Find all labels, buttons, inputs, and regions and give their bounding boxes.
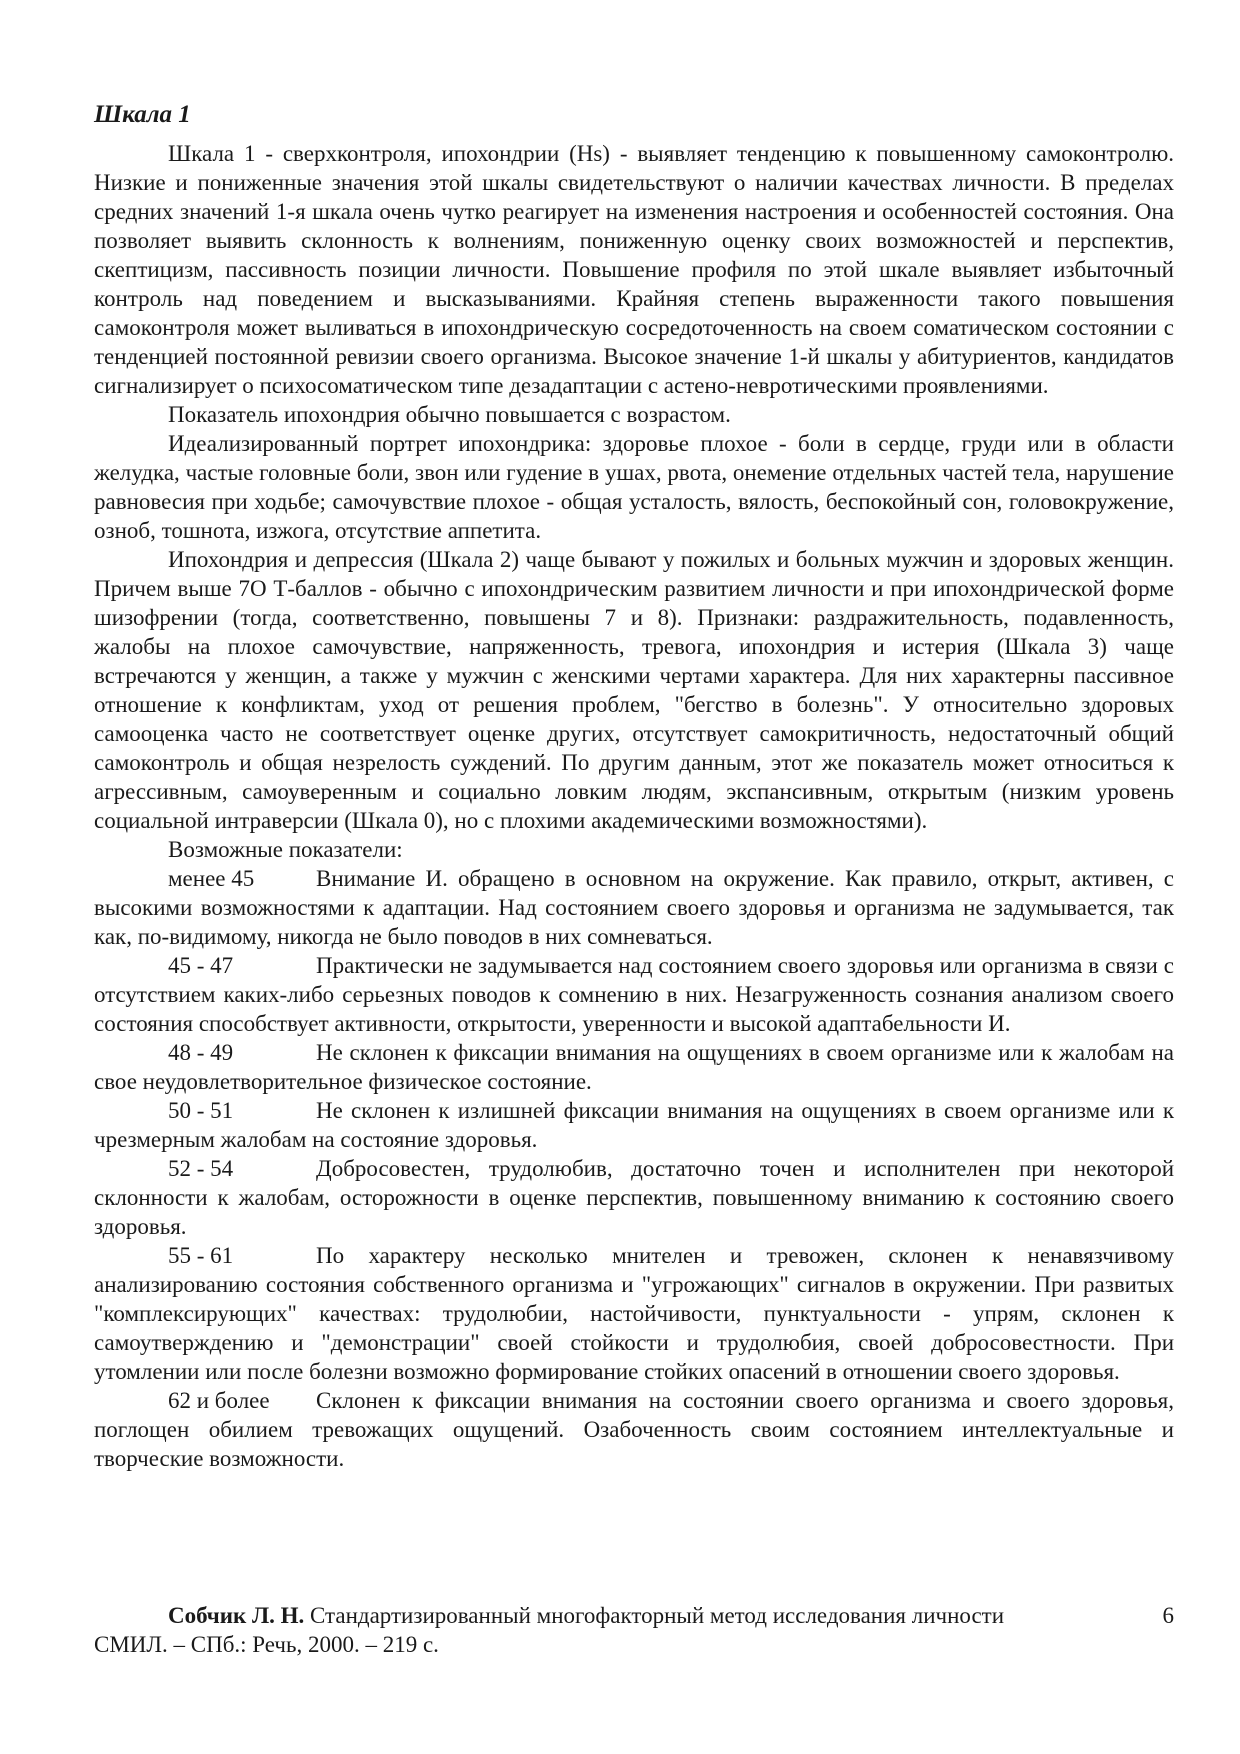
range-label: 55 - 61: [168, 1243, 234, 1268]
reference-line-2: СМИЛ. – СПб.: Речь, 2000. – 219 с.: [94, 1632, 439, 1657]
range-text: Склонен к фиксации внимания на состоянии своего организма и своего здоровья, поглощен обилием тревожащих ощущений. Озабоченность своим состоянием интеллектуальные и творческие возможности.: [94, 1388, 1174, 1471]
range-item: [94, 951, 1174, 1038]
range-text: Не склонен к фиксации внимания на ощущениях в своем организме или к жалобам на свое неудовлетворительное физическое состояние.: [94, 1040, 1174, 1094]
range-label: 50 - 51: [168, 1098, 234, 1123]
page-number: 6: [1162, 1603, 1174, 1628]
range-item: [94, 1386, 1174, 1473]
range-label: менее 45: [168, 866, 255, 891]
paragraph-age-note: Показатель ипохондрия обычно повышается с возрастом.: [168, 402, 731, 427]
paragraph-hypochondriac-portrait: Идеализированный портрет ипохондрика: здоровье плохое - боли в сердце, груди или в области желудка, частые головные боли, звон или гудение в ушах, рвота, онемение отдельных частей тела, нарушение равновесия при ходьбе; самочувствие плохое - общая усталость, вялость, беспокойный сон, головокружение, озноб, тошнота, изжога, отсутствие аппетита.: [94, 431, 1174, 543]
range-text: По характеру несколько мнителен и тревожен, склонен к ненавязчивому анализированию состояния собственного организма и "угрожающих" сигналов в окружении. При развитых "комплексирующих" качествах: трудолюбии, настойчивости, пунктуальности - упрям, склонен к самоутверждению и "демонстрации" своей стойкости и трудолюбия, своей добросовестности. При утомлении или после болезни возможно формирование стойких опасений в отношении своего здоровья.: [94, 1243, 1174, 1384]
document-body: [94, 100, 1174, 1473]
range-text: Практически не задумывается над состоянием своего здоровья или организма в связи с отсутствием каких-либо серьезных поводов к сомнению в них. Незагруженность сознания анализом своего состояния способствует активности, открытости, уверенности и высокой адаптабельности И.: [94, 953, 1174, 1036]
range-text: Не склонен к излишней фиксации внимания на ощущениях в своем организме или к чрезмерным жалобам на состояние здоровья.: [94, 1098, 1174, 1152]
range-label: 52 - 54: [168, 1156, 234, 1181]
range-label: 48 - 49: [168, 1040, 234, 1065]
range-item: [94, 1241, 1174, 1386]
section-title: Шкала 1: [94, 101, 191, 128]
paragraph-scale-description: Шкала 1 - сверхконтроля, ипохондрии (Hs) - выявляет тенденцию к повышенному самоконтролю. Низкие и пониженные значения этой шкалы свидетельствуют о наличии качествах личности. В пределах средних значений 1-я шкала очень чутко реагирует на изменения настроения и особенностей состояния. Она позволяет выявить склонность к волнениям, пониженную оценку своих возможностей и перспектив, скептицизм, пассивность позиции личности. Повышение профиля по этой шкале выявляет избыточный контроль над поведением и высказываниями. Крайняя степень выраженности такого повышения самоконтроля может выливаться в ипохондрическую сосредоточенность на своем соматическом состоянии с тенденцией постоянной ревизии своего организма. Высокое значение 1-й шкалы у абитуриентов, кандидатов сигнализирует о психосоматическом типе дезадаптации с астено-невротическими проявлениями.: [94, 141, 1174, 398]
range-item: [94, 1154, 1174, 1241]
range-text: Добросовестен, трудолюбив, достаточно точен и исполнителен при некоторой склонности к жалобам, осторожности в оценке перспектив, повышенному вниманию к состоянию своего здоровья.: [94, 1156, 1174, 1239]
range-item: [94, 1038, 1174, 1096]
range-label: 62 и более: [168, 1388, 270, 1413]
paragraph-hypochondria-depression: Ипохондрия и депрессия (Шкала 2) чаще бывают у пожилых и больных мужчин и здоровых женщин. Причем выше 7О Т-баллов - обычно с ипохондрическим развитием личности и при ипохондрической форме шизофрении (тогда, соответственно, повышены 7 и 8). Признаки: раздражительность, подавленность, жалобы на плохое самочувствие, напряженность, тревога, ипохондрия и истерия (Шкала 3) чаще встречаются у женщин, а также у мужчин с женскими чертами характера. Для них характерны пассивное отношение к конфликтам, уход от решения проблем, "бегство в болезнь". У относительно здоровых самооценка часто не соответствует оценке других, отсутствует самокритичность, недостаточный общий самоконтроль и общая незрелость суждений. По другим данным, этот же показатель может относиться к агрессивным, самоуверенным и социально ловким людям, экспансивным, открытым (низким уровень социальной интраверсии (Шкала 0), но с плохими академическими возможностями).: [94, 547, 1174, 833]
range-item: [94, 1096, 1174, 1154]
footnote-reference: [94, 1601, 1174, 1659]
reference-author: Собчик Л. Н.: [168, 1603, 305, 1628]
reference-line-1: [94, 1601, 1174, 1630]
range-text: Внимание И. обращено в основном на окружение. Как правило, открыт, активен, с высокими возможностями к адаптации. Над состоянием своего здоровья и организма не задумывается, так как, по-видимому, никогда не было поводов в них сомневаться.: [94, 866, 1174, 949]
reference-title: Стандартизированный многофакторный метод исследования личности: [310, 1603, 1005, 1628]
paragraph-possible-indicators: Возможные показатели:: [168, 837, 403, 862]
range-item: [94, 864, 1174, 951]
range-label: 45 - 47: [168, 953, 234, 978]
